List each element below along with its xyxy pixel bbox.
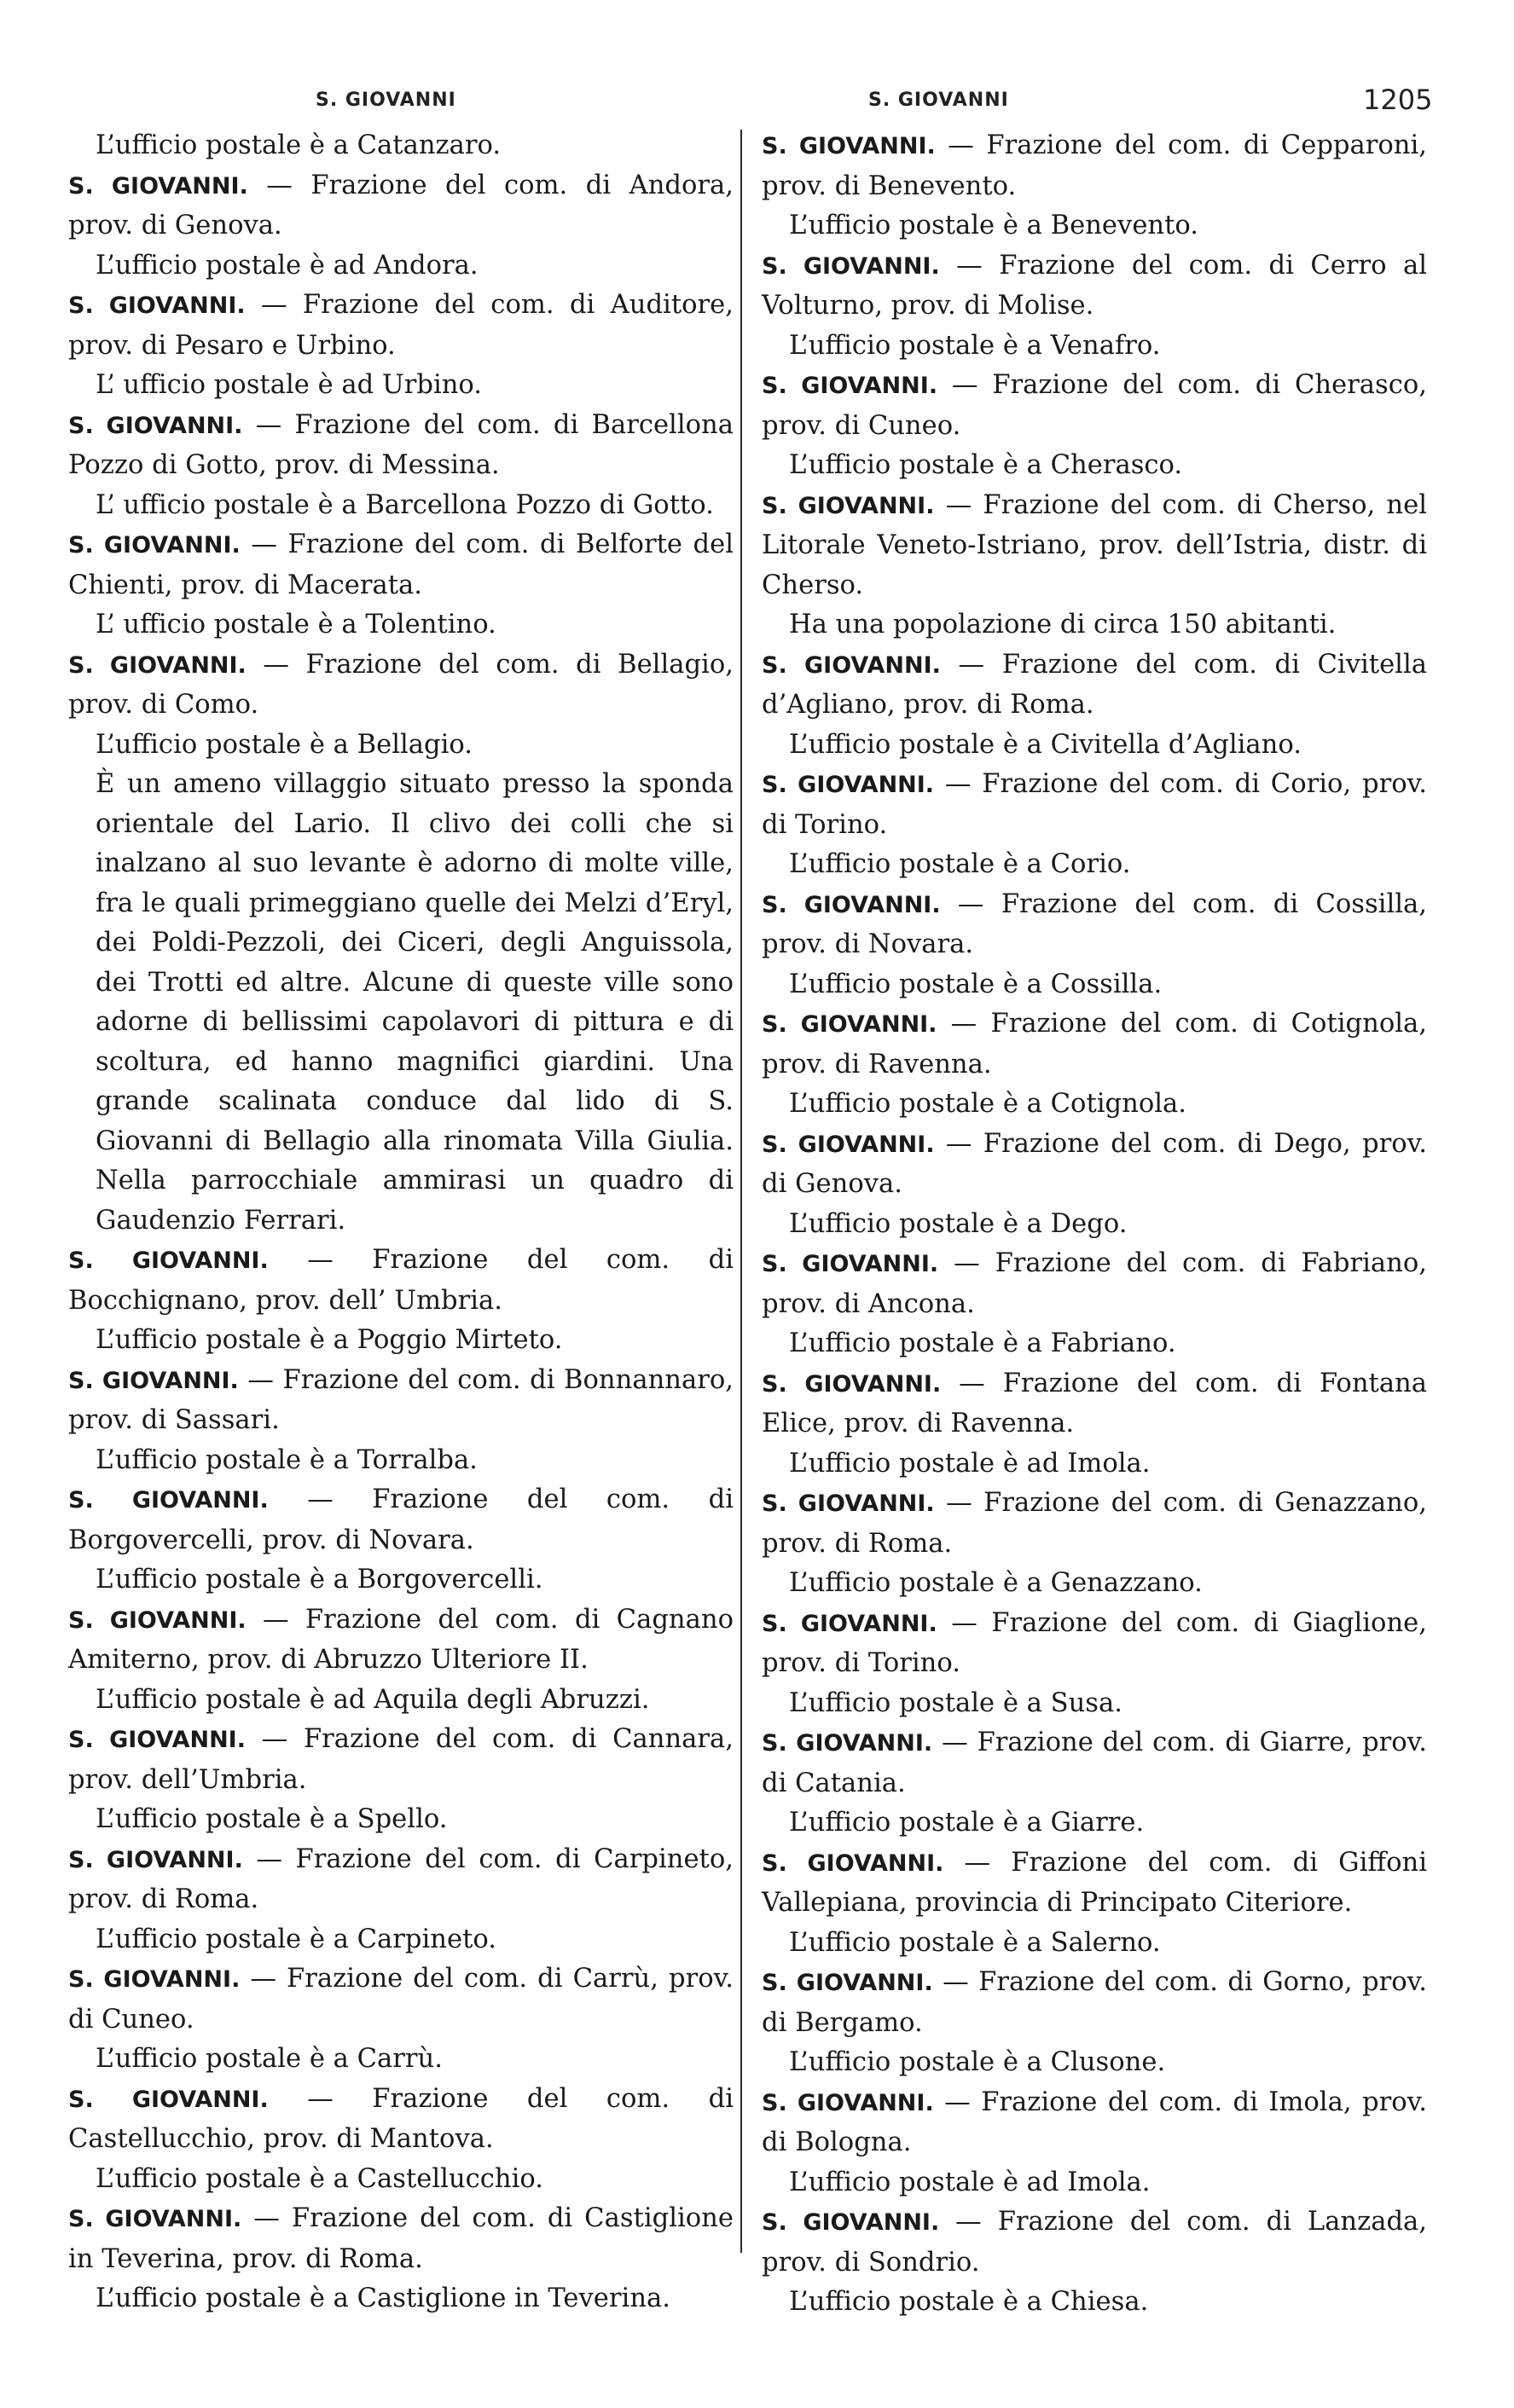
entry-note: L’ufficio postale è a Fabriano.: [789, 1328, 1176, 1358]
entry-text: — Frazione del com. di Cossilla, prov. di Novara.: [762, 889, 1427, 959]
column-divider: [740, 130, 742, 2253]
entry-text: — Frazione del com. di Cannara, prov. dell’Umbria.: [68, 1724, 734, 1795]
entry-note: L’ ufficio postale è a Tolentino.: [96, 610, 496, 640]
entry-text: — Frazione del com. di Andora, prov. di Genova.: [68, 170, 734, 240]
entry-text: — Frazione del com. di Giarre, prov. di Catania.: [762, 1728, 1427, 1798]
entry-note: L’ufficio postale è a Dego.: [789, 1208, 1128, 1239]
entry-note: L’ufficio postale è a Salerno.: [789, 1927, 1161, 1958]
entry-note: L’ufficio postale è a Cossilla.: [789, 969, 1163, 999]
gazetteer-entry: [762, 1125, 1427, 1205]
entry-text: — Frazione del com. di Cotignola, prov. di Ravenna.: [762, 1009, 1427, 1080]
entry-headword: S. GIOVANNI.: [68, 2206, 242, 2232]
entry-headword: S. GIOVANNI.: [762, 2209, 940, 2236]
entry-headword: S. GIOVANNI.: [762, 1730, 933, 1757]
gazetteer-entry: [762, 126, 1427, 206]
entry-note: L’ufficio postale è a Cherasco.: [789, 450, 1183, 480]
gazetteer-entry: [68, 645, 734, 726]
gazetteer-entry: [762, 1604, 1427, 1684]
entry-text: — Frazione del com. di Giaglione, prov. di Torino.: [762, 1607, 1427, 1678]
entry-text: — Frazione del com. di Cherasco, prov. di Cuneo.: [762, 370, 1428, 441]
entry-text: — Frazione del com. di Giffoni Vallepiana, provincia di Principato Citeriore.: [762, 1847, 1427, 1918]
entry-text: — Frazione del com. di Lanzada, prov. di Sondrio.: [762, 2207, 1427, 2278]
entry-note: L’ufficio postale è a Benevento.: [789, 211, 1199, 240]
entry-text: — Frazione del com. di Castiglione in Teverina, prov. di Roma.: [68, 2203, 734, 2274]
entry-headword: S. GIOVANNI.: [68, 1966, 241, 1993]
left-running-head: S. GIOVANNI: [316, 90, 456, 111]
gazetteer-entry: [762, 645, 1427, 726]
entry-text: — Frazione del com. di Castellucchio, prov. di Mantova.: [68, 2083, 734, 2154]
entry-note: L’ ufficio postale è a Barcellona Pozzo di Gotto.: [96, 489, 714, 520]
entry-headword: S. GIOVANNI.: [762, 1970, 933, 1996]
entry-headword: S. GIOVANNI.: [68, 292, 246, 319]
gazetteer-entry: [762, 765, 1427, 845]
gazetteer-entry: [762, 1244, 1427, 1324]
entry-note: L’ufficio postale è a Carpineto.: [96, 1924, 496, 1954]
gazetteer-entry: [68, 1601, 734, 1681]
page-number: 1205: [1363, 84, 1433, 116]
entry-headword: S. GIOVANNI.: [762, 1251, 939, 1277]
gazetteer-entry: [68, 1361, 734, 1441]
gazetteer-entry: [762, 246, 1427, 327]
gazetteer-entry: [762, 366, 1427, 446]
entry-headword: S. GIOVANNI.: [68, 532, 241, 559]
entry-text: — Frazione del com. di Borgovercelli, prov. di Novara.: [68, 1485, 734, 1555]
entry-text: — Frazione del com. di Barcellona Pozzo di Gotto, prov. di Messina.: [68, 409, 734, 480]
entry-text: — Frazione del com. di Cagnano Amiterno, prov. di Abruzzo Ulteriore II.: [68, 1604, 734, 1675]
entry-note: L’ufficio postale è a Carrù.: [96, 2044, 443, 2074]
gazetteer-entry: [68, 1480, 734, 1560]
entry-headword: S. GIOVANNI.: [762, 2089, 934, 2116]
right-running-head: S. GIOVANNI: [868, 90, 1009, 111]
entry-note: L’ufficio postale è ad Imola.: [789, 1448, 1151, 1479]
entry-note: L’ufficio postale è a Cotignola.: [789, 1089, 1187, 1119]
entry-text: — Frazione del com. di Bonnannaro, prov. di Sassari.: [68, 1364, 734, 1435]
entry-note: L’ufficio postale è ad Imola.: [789, 2167, 1151, 2197]
entry-note: Ha una popolazione di circa 150 abitanti.: [789, 610, 1337, 640]
entry-headword: S. GIOVANNI.: [68, 1606, 247, 1634]
entry-headword: S. GIOVANNI.: [68, 1367, 239, 1394]
entry-headword: S. GIOVANNI.: [68, 1487, 269, 1514]
entry-headword: S. GIOVANNI.: [68, 412, 243, 439]
entry-note: L’ufficio postale è a Spello.: [96, 1804, 448, 1834]
entry-note: L’ufficio postale è a Chiesa.: [789, 2287, 1149, 2317]
gazetteer-entry: [68, 1720, 734, 1800]
entry-note: L’ufficio postale è a Susa.: [789, 1687, 1122, 1718]
entry-note: L’ufficio postale è a Clusone.: [789, 2047, 1166, 2077]
entry-note: È un ameno villaggio situato presso la sponda orientale del Lario. Il clivo dei colli che si inalzano al suo levante è adorno di molte ville, fra le quali primeggiano quelle dei Melzi d’Eryl, dei Poldi-Pezzoli, dei Ciceri, degli Anguissola, dei Trotti ed altre. Alcune di queste ville sono adorne di bellissimi capolavori di pittura e di scoltura, ed hanno magnifici giardini. Una grande scalinata conduce dal lido di S. Giovanni di Bellagio alla rinomata Villa Giulia. Nella parrocchiale ammirasi un quadro di Gaudenzio Ferrari.: [96, 769, 734, 1236]
entry-text: — Frazione del com. di Dego, prov. di Genova.: [762, 1128, 1428, 1199]
gazetteer-entry: [68, 406, 734, 486]
entry-text: — Frazione del com. di Carrù, prov. di Cuneo.: [68, 1964, 734, 2035]
entry-headword: S. GIOVANNI.: [68, 1247, 269, 1274]
entry-text: — Frazione del com. di Bocchignano, prov. dell’ Umbria.: [68, 1245, 734, 1316]
entry-text: — Frazione del com. di Gorno, prov. di Bergamo.: [762, 1967, 1427, 2038]
gazetteer-entry: [762, 2083, 1427, 2163]
entry-text: — Frazione del com. di Imola, prov. di Bologna.: [762, 2087, 1428, 2157]
entry-note: L’ufficio postale è a Catanzaro.: [96, 130, 502, 160]
entry-text: — Frazione del com. di Fabriano, prov. di Ancona.: [762, 1248, 1427, 1319]
entry-note: L’ ufficio postale è ad Urbino.: [96, 370, 483, 400]
gazetteer-entry: [762, 1484, 1427, 1564]
entry-text: — Frazione del com. di Civitella d’Agliano, prov. di Roma.: [762, 649, 1427, 720]
entry-headword: S. GIOVANNI.: [762, 1491, 935, 1517]
entry-text: — Frazione del com. di Genazzano, prov. di Roma.: [762, 1488, 1428, 1559]
entry-note: L’ufficio postale è ad Aquila degli Abruzzi.: [96, 1684, 650, 1715]
entry-headword: S. GIOVANNI.: [762, 252, 940, 280]
entry-text: — Frazione del com. di Cepparoni, prov. di Benevento.: [762, 130, 1427, 201]
entry-headword: S. GIOVANNI.: [68, 172, 248, 200]
gazetteer-entry: [762, 1364, 1427, 1444]
entry-note: L’ufficio postale è a Borgovercelli.: [96, 1565, 543, 1595]
entry-headword: S. GIOVANNI.: [762, 1370, 942, 1398]
entry-headword: S. GIOVANNI.: [762, 1011, 937, 1038]
entry-text: — Frazione del com. di Bellagio, prov. di Como.: [68, 649, 734, 720]
entry-text: — Frazione del com. di Carpineto, prov. di Roma.: [68, 1844, 734, 1914]
entry-text: — Frazione del com. di Auditore, prov. di Pesaro e Urbino.: [68, 290, 734, 361]
gazetteer-entry: [762, 1963, 1427, 2043]
entry-headword: S. GIOVANNI.: [762, 772, 935, 798]
gazetteer-entry: [762, 2203, 1427, 2283]
entry-headword: S. GIOVANNI.: [762, 1849, 944, 1877]
gazetteer-entry: [68, 2199, 734, 2279]
right-column: [762, 126, 1427, 2323]
entry-note: L’ufficio postale è a Genazzano.: [789, 1568, 1203, 1598]
entry-text: — Frazione del com. di Corio, prov. di Torino.: [762, 769, 1427, 840]
entry-headword: S. GIOVANNI.: [762, 1131, 935, 1158]
entry-text: — Frazione del com. di Fontana Elice, prov. di Ravenna.: [762, 1368, 1427, 1438]
entry-headword: S. GIOVANNI.: [68, 651, 247, 679]
entry-headword: S. GIOVANNI.: [68, 1727, 246, 1753]
entry-headword: S. GIOVANNI.: [762, 373, 938, 399]
entry-headword: S. GIOVANNI.: [762, 891, 941, 918]
entry-headword: S. GIOVANNI.: [762, 651, 941, 679]
gazetteer-entry: [68, 1241, 734, 1321]
left-column: [68, 126, 734, 2319]
entry-headword: S. GIOVANNI.: [762, 1610, 937, 1637]
entry-note: L’ufficio postale è a Corio.: [789, 849, 1131, 879]
gazetteer-entry: [762, 1004, 1427, 1085]
entry-headword: S. GIOVANNI.: [68, 1846, 243, 1873]
gazetteer-entry: [68, 166, 734, 246]
gazetteer-entry: [68, 1840, 734, 1920]
entry-note: L’ufficio postale è ad Andora.: [96, 250, 479, 281]
entry-note: L’ufficio postale è a Castiglione in Teverina.: [96, 2284, 670, 2313]
gazetteer-entry: [762, 1723, 1427, 1803]
entry-note: L’ufficio postale è a Venafro.: [789, 330, 1161, 361]
gazetteer-entry: [68, 1959, 734, 2040]
gazetteer-entry: [762, 1844, 1427, 1924]
entry-headword: S. GIOVANNI.: [68, 2086, 269, 2113]
entry-text: — Frazione del com. di Cerro al Volturno, prov. di Molise.: [762, 250, 1427, 321]
gazetteer-entry: [68, 286, 734, 366]
gazetteer-entry: [68, 2080, 734, 2160]
entry-note: L’ufficio postale è a Civitella d’Agliano.: [789, 729, 1302, 760]
entry-headword: S. GIOVANNI.: [762, 133, 936, 159]
gazetteer-entry: [68, 525, 734, 605]
entry-text: — Frazione del com. di Cherso, nel Litorale Veneto-Istriano, prov. dell’Istria, distr. di Cherso.: [762, 489, 1427, 600]
entry-note: L’ufficio postale è a Bellagio.: [96, 729, 473, 760]
gazetteer-entry: [762, 885, 1427, 965]
gazetteer-entry: [762, 486, 1427, 606]
entry-text: — Frazione del com. di Belforte del Chienti, prov. di Macerata.: [68, 530, 734, 600]
entry-note: L’ufficio postale è a Torralba.: [96, 1444, 478, 1475]
entry-note: L’ufficio postale è a Poggio Mirteto.: [96, 1325, 563, 1355]
entry-note: L’ufficio postale è a Castellucchio.: [96, 2163, 544, 2194]
entry-note: L’ufficio postale è a Giarre.: [789, 1808, 1145, 1838]
entry-headword: S. GIOVANNI.: [762, 492, 935, 519]
